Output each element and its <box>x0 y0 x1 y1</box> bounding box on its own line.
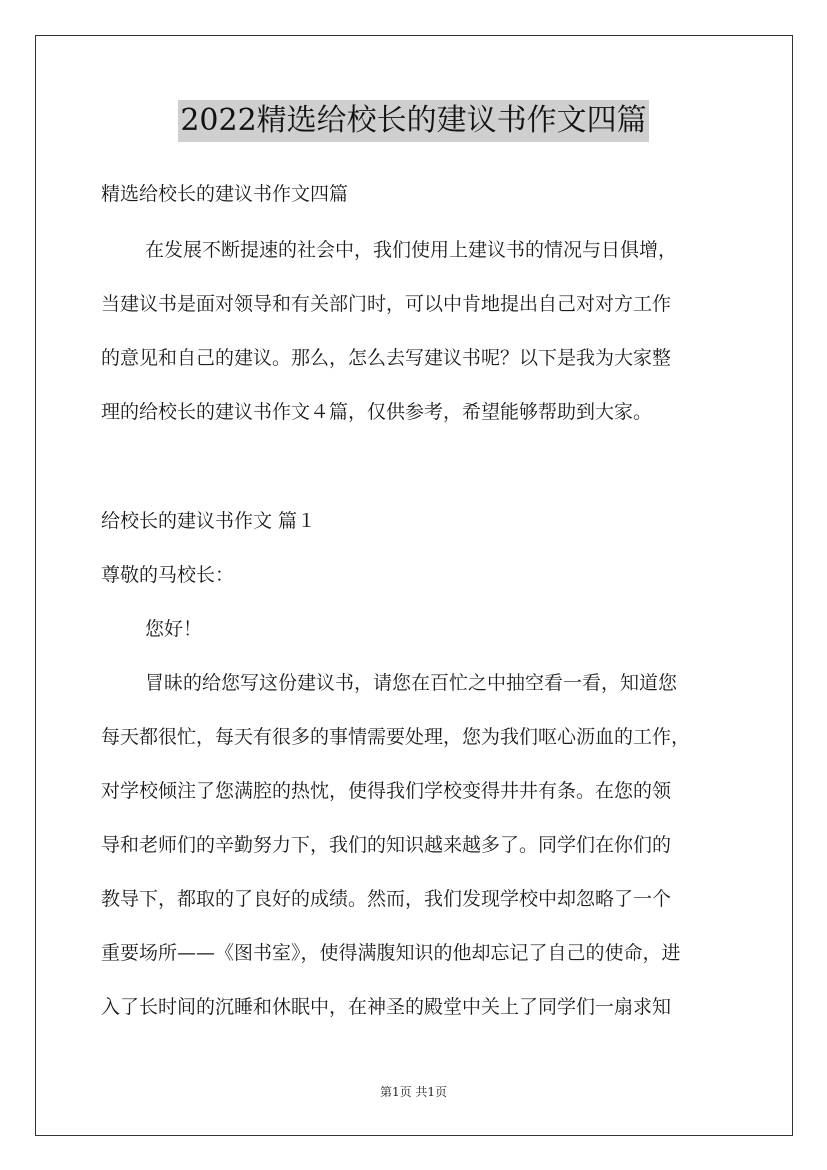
page-footer: 第1页 共1页 <box>379 1085 448 1099</box>
body-line-2: 每天都很忙，每天有很多的事情需要处理，您为我们呕心沥血的工作， <box>101 726 691 748</box>
intro-line-1: 在发展不断提速的社会中，我们使用上建议书的情况与日俱增， <box>145 239 678 261</box>
body-line-3: 对学校倾注了您满腔的热忱，使得我们学校变得井井有条。在您的领 <box>101 780 672 802</box>
body-line-4: 导和老师们的辛勤努力下，我们的知识越来越多了。同学们在你们的 <box>101 834 672 856</box>
section-heading: 给校长的建议书作文 篇１ <box>101 510 317 532</box>
body-line-1: 冒昧的给您写这份建议书，请您在百忙之中抽空看一看，知道您 <box>145 672 678 694</box>
body-line-5: 教导下，都取的了良好的成绩。然而，我们发现学校中却忽略了一个 <box>101 888 672 910</box>
doc-subtitle: 精选给校长的建议书作文四篇 <box>101 183 349 205</box>
body-line-7: 入了长时间的沉睡和休眠中，在神圣的殿堂中关上了同学们一扇求知 <box>101 996 672 1018</box>
title-container <box>0 100 827 142</box>
intro-line-2: 当建议书是面对领导和有关部门时，可以中肯地提出自己对对方工作 <box>101 293 672 315</box>
greeting: 您好！ <box>145 618 203 640</box>
intro-line-3: 的意见和自己的建议。那么，怎么去写建议书呢？以下是我为大家整 <box>101 347 672 369</box>
intro-line-4: 理的给校长的建议书作文４篇，仅供参考，希望能够帮助到大家。 <box>101 401 653 423</box>
document-title: 2022精选给校长的建议书作文四篇 <box>178 100 648 142</box>
body-line-6: 重要场所——《图书室》，使得满腹知识的他却忘记了自己的使命，进 <box>101 942 681 964</box>
salutation: 尊敬的马校长： <box>101 564 235 586</box>
